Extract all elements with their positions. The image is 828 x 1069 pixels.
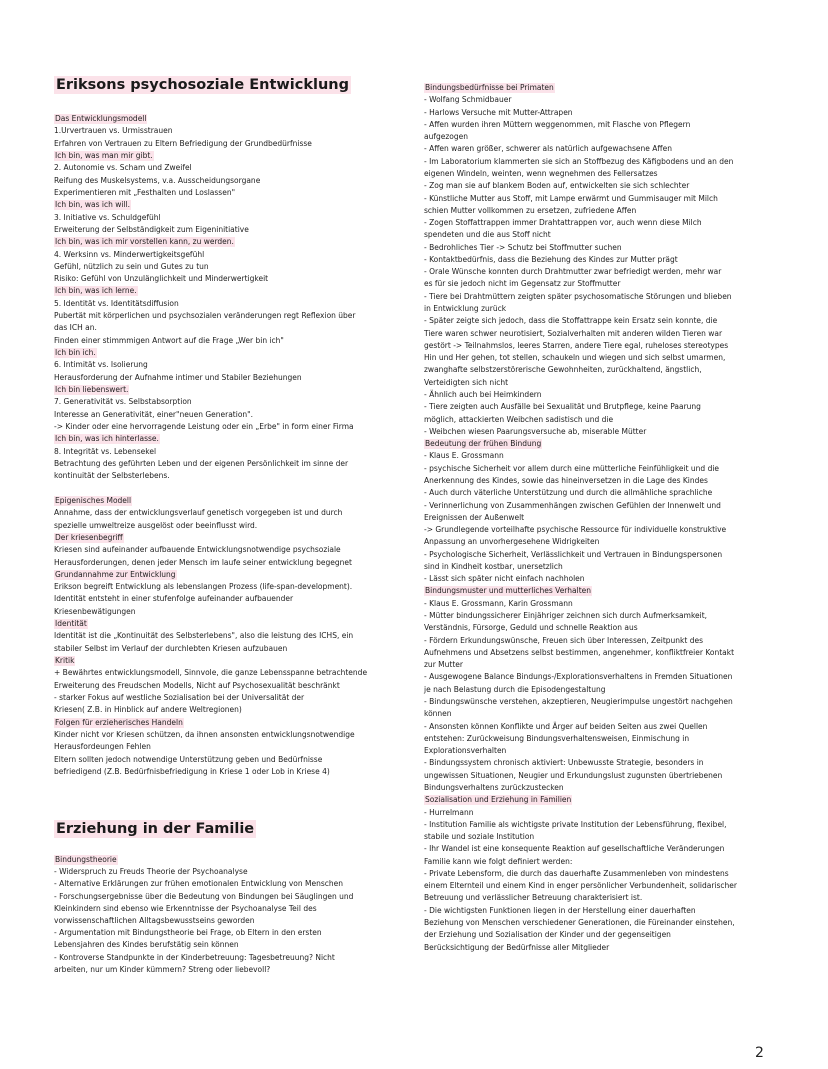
text-line: Ich bin, was ich will. (55, 200, 130, 210)
text-line: - Psychologische Sicherheit, Verlässlichkeit und Vertrauen in Bindungspersonen (424, 549, 723, 559)
text-line: Erikson begreift Entwicklung als lebenslangen Prozess (life-span-development). (54, 582, 353, 592)
text-line: eigenen Windeln, weinten, wenn wegnehmen des Fellersatzes (424, 168, 658, 178)
text-line: Erfahren von Vertrauen zu Eltern Befriedigung der Grundbedürfnisse (54, 138, 312, 148)
text-line: -> Kinder oder eine hervorragende Leistung oder ein „Erbe" in form einer Firma (54, 422, 354, 431)
text-line: arbeiten, nur um Kinder kümmern? Streng oder liebevoll? (54, 964, 271, 974)
text-line: - Private Lebensform, die durch das dauerhafte Zusammenleben von mindestens (424, 868, 729, 878)
text-line: Bindungsverhaltens zurückzustecken (424, 782, 564, 792)
text-line: Kriesen sind aufeinander aufbauende Entwicklungsnotwendige psychsoziale (54, 545, 341, 555)
text-line: Ereignissen der Außenwelt (424, 512, 525, 522)
text-line: Erweiterung der Selbständigkeit zum Eigeninitiative (54, 224, 249, 234)
text-line: - Alternative Erklärungen zur frühen emotionalen Entwicklung von Menschen (54, 879, 344, 889)
text-line: Herausforderung der Aufnahme intimer und Stabiler Beziehungen (54, 372, 302, 382)
text-line: gestört -> Teilnahmslos, leeres Starren, andere Tiere egal, ruheloses stereotypes (424, 340, 729, 350)
text-line: - Mütter bindungssicherer Einjähriger zeichnen sich durch Aufmerksamkeit, (424, 611, 708, 621)
text-line: - Ausgewogene Balance Bindungs-/Explorationsverhaltens in Fremden Situationen (424, 672, 733, 682)
text-line: - Bindungssystem chronisch aktiviert: Unbewusste Strategie, besonders in (424, 758, 704, 768)
text-line: Eltern sollten jedoch notwendige Unterstützung geben und Bedürfnisse (54, 754, 323, 764)
text-line: - psychische Sicherheit vor allem durch eine mütterliche Feinfühligkeit und die (424, 463, 720, 473)
heading-erziehung-familie: Erziehung in der Familie (56, 821, 255, 837)
text-line: - Kontaktbedürfnis, dass die Beziehung des Kindes zur Mutter prägt (424, 254, 678, 264)
text-line: Betrachtung des geführten Leben und der eigenen Persönlichkeit im sinne der (54, 458, 349, 468)
text-line: kontinuität der Selbsterlebens. (54, 471, 170, 481)
text-line: Familie kann wie folgt definiert werden: (424, 856, 573, 866)
text-line: Kriesen( Z.B. in Hinblick auf andere Weltregionen) (54, 705, 242, 715)
text-line: - Bindungswünsche verstehen, akzeptieren, Neugierimpulse ungestört nachgehen (424, 697, 733, 706)
text-line: - Künstliche Mutter aus Stoff, mit Lampe erwärmt und Gummisauger mit Milch (424, 193, 718, 203)
text-line: Ich bin liebenswert. (55, 385, 129, 395)
text-line: Gefühl, nützlich zu sein und Gutes zu tun (54, 261, 209, 271)
text-line: Identität ist die „Kontinuität des Selbsterlebens", also die leistung des ICHS, ein (54, 631, 354, 641)
text-line: Betreuung und verlässlicher Betreuung charakterisiert ist. (424, 893, 643, 903)
text-line: - Institution Familie als wichtigste private Institution der Lebensführung, flexibel, (424, 819, 727, 829)
text-line: zur Mutter (424, 660, 463, 670)
text-line: Experimentieren mit „Festhalten und Loslassen" (54, 187, 236, 197)
text-line: Verständnis, Fürsorge, Geduld und schnelle Reaktion aus (424, 623, 638, 633)
text-line: Ich bin, was ich mir vorstellen kann, zu werden. (55, 237, 234, 247)
text-line: - Ähnlich auch bei Heimkindern (424, 390, 542, 399)
text-line: der Erziehung und Sozialisation der Kinder und der gegenseitigen (424, 930, 671, 940)
text-line: einem Elternteil und einem Kind in enger persönlicher Verbundenheit, solidarischer (424, 881, 737, 891)
text-line: - Fördern Erkundungswünsche, Freuen sich über Interessen, Zeitpunkt des (424, 635, 703, 645)
text-line: stabile und soziale Institution (424, 832, 535, 842)
text-line: - Tiere zeigten auch Ausfälle bei Sexualität und Brutpflege, keine Paarung (424, 402, 701, 412)
text-line: Kriesenbewätigungen (54, 606, 136, 616)
text-line: Finden einer stimmmigen Antwort auf die Frage „Wer bin ich" (54, 335, 284, 345)
text-line: Pubertät mit körperlichen und psychsozialen veränderungen regt Reflexion über (54, 311, 356, 321)
text-line: stabiler Selbst im Verlauf der durchlebten Kriesen aufzubauen (54, 643, 288, 653)
text-line: 1.Urvertrauen vs. Urmisstrauen (54, 126, 173, 136)
text-line: - Weibchen wiesen Paarungsversuche ab, miserable Mütter (424, 426, 647, 436)
text-line: -> Grundlegende vorteilhafte psychische Ressource für individuelle konstruktive (424, 525, 727, 535)
text-line: Folgen für erzieherisches Handeln (55, 717, 183, 727)
text-line: können (424, 709, 452, 719)
text-line: 5. Identität vs. Identitätsdiffusion (54, 298, 179, 308)
text-line: in Entwicklung zurück (424, 304, 507, 314)
text-line: - Tiere bei Drahtmüttern zeigten später psychosomatische Störungen und blieben (424, 291, 732, 301)
text-line: - Die wichtigsten Funktionen liegen in der Herstellung einer dauerhaften (424, 905, 696, 915)
text-line: je nach Belastung durch die Episodengestaltung (424, 684, 606, 694)
text-line: entstehen: Zurückweisung Bindungsverhaltensweisen, Einmischung in (424, 733, 690, 743)
text-line: - starker Fokus auf westliche Sozialisation bei der Universalität der (54, 693, 305, 703)
text-line: Identität entsteht in einer stufenfolge aufeinander aufbauender (54, 594, 294, 604)
text-line: - Lässt sich später nicht einfach nachholen (424, 574, 585, 584)
text-line: 7. Generativität vs. Selbstabsorption (54, 397, 192, 407)
text-line: befriedigend (Z.B. Bedürfnisbefriedigung in Kriese 1 oder Lob in Kriese 4) (54, 766, 330, 776)
text-line: - Zogen Stoffattrappen immer Drahtattrappen vor, auch wenn diese Milch (424, 218, 702, 228)
text-line: spendeten und die aus Stoff nicht (424, 230, 551, 240)
text-line: Ich bin, was man mir gibt. (55, 150, 153, 160)
text-line: Kleinkindern sind ebenso wie Erkenntnisse der Psychoanalyse Teil des (54, 903, 317, 913)
text-line: Das Entwicklungsmodell (55, 114, 147, 123)
text-line: Bindungsmuster und mutterliches Verhalten (425, 586, 592, 596)
text-line: Lebensjahren des Kindes berufstätig sein können (54, 940, 239, 950)
text-line: - Orale Wünsche konnten durch Drahtmutter zwar befriedigt werden, mehr war (424, 267, 722, 277)
text-line: - Widerspruch zu Freuds Theorie der Psychoanalyse (54, 867, 248, 877)
text-line: - Hurrelmann (424, 807, 474, 817)
text-line: es für sie jedoch nicht im Gegensatz zur Stoffmutter (424, 279, 621, 289)
text-line: Bindungsbedürfnisse bei Primaten (425, 83, 554, 92)
text-line: aufgezogen (424, 132, 469, 142)
text-line: - Ansonsten können Konflikte und Ärger auf beiden Seiten aus zwei Quellen (424, 721, 708, 731)
text-line: Beziehung von Menschen verschiedener Generationen, die Füreinander einstehen, (424, 918, 735, 928)
text-line: 8. Integrität vs. Lebensekel (54, 446, 157, 456)
text-line: Bindungstheorie (55, 855, 117, 864)
text-line: Herausforderungen, denen jeder Mensch im laufe seiner entwicklung begegnet (54, 557, 352, 567)
text-line: möglich, attackierten Weibchen sadistisch und die (424, 414, 614, 424)
text-line: spezielle umweltreize ausgelöst oder beeinflusst wird. (54, 520, 258, 530)
text-line: Der kriesenbegriff (55, 532, 123, 542)
text-line: zwanghafte selbstzerstörerische Gewohnheiten, zurückhaltend, ängstlich, (424, 365, 702, 375)
text-line: - Affen waren größer, schwerer als natürlich aufgewachsene Affen (424, 144, 672, 154)
text-line: - Forschungsergebnisse über die Bedeutung von Bindungen bei Säuglingen und (54, 891, 354, 901)
text-line: Anpassung an unvorhergesehene Widrigkeiten (424, 537, 600, 547)
text-line: - Auch durch väterliche Unterstützung und durch die allmähliche sprachliche (424, 488, 713, 498)
text-line: Explorationsverhalten (424, 746, 507, 756)
text-line: Berücksichtigung der Bedürfnisse aller Mitglieder (424, 942, 610, 952)
text-line: - Ihr Wandel ist eine konsequente Reaktion auf gesellschaftliche Veränderungen (424, 844, 725, 854)
text-line: - Zog man sie auf blankem Boden auf, entwickelten sie sich schlechter (424, 181, 690, 191)
text-line: 6. Intimität vs. Isolierung (54, 360, 148, 370)
text-line: - Später zeigte sich jedoch, dass die Stoffattrappe kein Ersatz sein konnte, die (424, 316, 718, 326)
text-line: Grundannahme zur Entwicklung (55, 569, 176, 579)
heading-erikson: Eriksons psychosoziale Entwicklung (56, 77, 350, 93)
text-line: Ich bin, was ich lerne. (55, 286, 137, 296)
text-line: schien Mutter vollkommen zu ersetzen, zufriedene Affen (424, 205, 637, 215)
text-line: Verteidigten sich nicht (424, 377, 509, 387)
text-line: Erweiterung des Freudschen Modells, Nicht auf Psychosexualität beschränkt (54, 680, 340, 690)
text-line: Reifung des Muskelsystems, v.a. Ausscheidungsorgane (54, 175, 261, 185)
text-line: - Im Laboratorium klammerten sie sich an Stoffbezug des Käfigbodens und an den (424, 156, 734, 166)
text-line: Hin und Her gehen, tot stellen, schaukeln und wiegen und sich selbst umarmen, (424, 353, 726, 363)
text-line: Kinder nicht vor Kriesen schützen, da ihnen ansonsten entwicklungsnotwendige (54, 730, 355, 739)
text-line: 2. Autonomie vs. Scham und Zweifel (54, 163, 192, 173)
text-line: Identität (55, 619, 87, 629)
text-line: Annahme, dass der entwicklungsverlauf genetisch vorgegeben ist und durch (54, 508, 343, 518)
text-line: - Bedrohliches Tier -> Schutz bei Stoffmutter suchen (424, 242, 622, 252)
text-line: - Wolfang Schmidbauer (424, 95, 512, 105)
text-line: Epigenisches Modell (55, 495, 132, 505)
text-line: - Verinnerlichung von Zusammenhängen zwischen Gefühlen der Innenwelt und (424, 500, 721, 510)
text-line: Risiko: Gefühl von Unzulänglichkeit und Minderwertigkeit (54, 274, 269, 284)
text-line: vorwissenschaftlichen Alltagsbewusstseins geworden (54, 916, 255, 925)
text-line: Herausfordeungen Fehlen (54, 742, 151, 752)
text-line: Tiere waren schwer neurotisiert, Sozialverhalten mit anderen wilden Tieren war (424, 328, 723, 338)
text-line: Ich bin ich. (55, 348, 96, 358)
text-line: - Argumentation mit Bindungstheorie bei Frage, ob Eltern in den ersten (54, 928, 322, 938)
text-line: 4. Werksinn vs. Minderwertigkeitsgefühl (54, 249, 205, 259)
text-line: Aufnehmens und Absetzens selbst bestimmen, angenehmer, konfliktfreier Kontakt (424, 647, 735, 657)
text-line: - Klaus E. Grossmann (424, 451, 504, 461)
text-line: - Klaus E. Grossmann, Karin Grossmann (424, 598, 573, 608)
text-line: Kritik (55, 656, 75, 666)
text-line: ungewissen Situationen, Neugier und Erkundungslust zugunsten übertriebenen (424, 770, 723, 780)
text-line: Ich bin, was ich hinterlasse. (55, 434, 159, 444)
text-line: 3. Initiative vs. Schuldgefühl (54, 212, 161, 222)
text-line: Sozialisation und Erziehung in Familien (425, 795, 572, 805)
text-line: - Harlows Versuche mit Mutter-Attrapen (424, 107, 573, 117)
text-line: - Kontroverse Standpunkte in der Kinderbetreuung: Tagesbetreuung? Nicht (54, 952, 335, 962)
text-line: sind in Kindheit kostbar, unersetzlich (424, 561, 563, 571)
text-line: Anerkennung des Kindes, sowie das hineinversetzen in die Lage des Kindes (424, 475, 708, 485)
text-line: - Affen wurden ihren Müttern weggenommen, mit Flasche von Pflegern (424, 119, 691, 129)
text-line: + Bewährtes entwicklungsmodell, Sinnvole, die ganze Lebensspanne betrachtende (54, 668, 368, 678)
text-line: Interesse an Generativität, einer"neuen Generation". (54, 409, 254, 419)
page-number: 2 (755, 1045, 764, 1061)
text-line: das ICH an. (54, 323, 97, 333)
text-line: Bedeutung der frühen Bindung (425, 439, 542, 449)
